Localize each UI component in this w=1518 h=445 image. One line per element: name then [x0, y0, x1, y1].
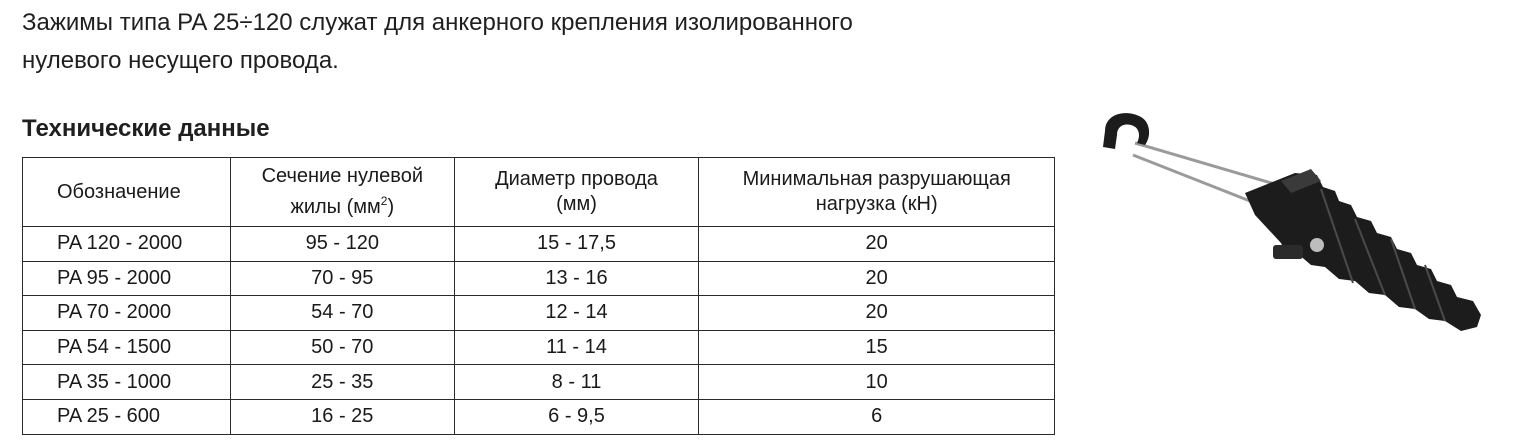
- technical-data-table: [22, 157, 1055, 435]
- clamp-body: [1245, 169, 1481, 331]
- cell-cross-section: 50 - 70: [230, 330, 454, 365]
- cell-wire-diameter: 13 - 16: [454, 261, 699, 296]
- cell-breaking-load: 20: [699, 296, 1055, 331]
- hook: [1103, 113, 1149, 149]
- header-wire-diameter: Диаметр провода (мм): [454, 158, 699, 227]
- cell-breaking-load: 20: [699, 261, 1055, 296]
- cell-breaking-load: 15: [699, 330, 1055, 365]
- header-breaking-load: Минимальная разрушающая нагрузка (кН): [699, 158, 1055, 227]
- table-row: [23, 365, 1055, 400]
- cell-cross-section: 54 - 70: [230, 296, 454, 331]
- cell-designation: PA 70 - 2000: [23, 296, 231, 331]
- anchor-clamp-image: [1085, 95, 1505, 335]
- cell-wire-diameter: 11 - 14: [454, 330, 699, 365]
- section-title: Технические данные: [22, 115, 270, 142]
- intro-text: [22, 4, 1082, 80]
- cell-wire-diameter: 6 - 9,5: [454, 399, 699, 434]
- table-row: [23, 399, 1055, 434]
- cell-breaking-load: 20: [699, 227, 1055, 262]
- table-row: [23, 227, 1055, 262]
- cell-designation: PA 95 - 2000: [23, 261, 231, 296]
- intro-line-1: Зажимы типа PA 25÷120 служат для анкерного крепления изолированного: [22, 9, 853, 36]
- cell-wire-diameter: 12 - 14: [454, 296, 699, 331]
- cell-wire-diameter: 8 - 11: [454, 365, 699, 400]
- header-designation: Обозначение: [23, 158, 231, 227]
- cell-wire-diameter: 15 - 17,5: [454, 227, 699, 262]
- cell-breaking-load: 10: [699, 365, 1055, 400]
- table-header-row: [23, 158, 1055, 227]
- cell-cross-section: 70 - 95: [230, 261, 454, 296]
- cell-designation: PA 25 - 600: [23, 399, 231, 434]
- table-row: [23, 330, 1055, 365]
- table-row: [23, 261, 1055, 296]
- cell-designation: PA 120 - 2000: [23, 227, 231, 262]
- cell-breaking-load: 6: [699, 399, 1055, 434]
- cell-cross-section: 25 - 35: [230, 365, 454, 400]
- cell-designation: PA 54 - 1500: [23, 330, 231, 365]
- header-cross-section: Сечение нулевой жилы $(мм^2)$: [230, 158, 454, 227]
- cell-cross-section: 16 - 25: [230, 399, 454, 434]
- cell-cross-section: 95 - 120: [230, 227, 454, 262]
- intro-line-2: нулевого несущего провода.: [22, 47, 339, 74]
- table-row: [23, 296, 1055, 331]
- cell-designation: PA 35 - 1000: [23, 365, 231, 400]
